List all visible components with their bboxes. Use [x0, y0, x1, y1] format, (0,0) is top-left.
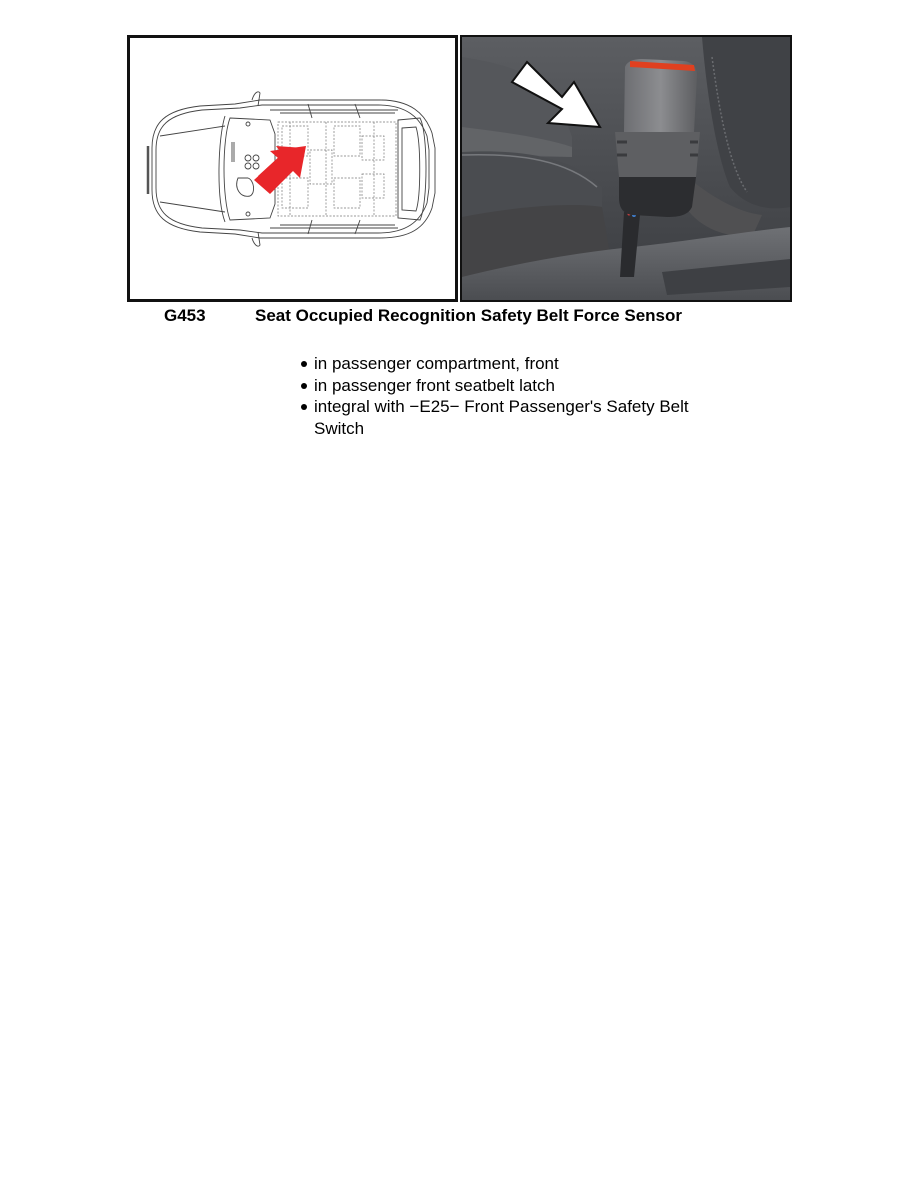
- seatbelt-latch-photo: [460, 35, 792, 302]
- bullet-icon: [301, 361, 307, 367]
- car-top-view-illustration: [130, 38, 455, 299]
- location-text: in passenger front seatbelt latch: [314, 375, 555, 395]
- location-item: [300, 375, 730, 397]
- vehicle-location-diagram: [127, 35, 458, 302]
- component-name: Seat Occupied Recognition Safety Belt Force Sensor: [255, 306, 682, 325]
- component-code: G453: [164, 306, 206, 325]
- seatbelt-latch-image: [462, 37, 790, 300]
- bullet-icon: [301, 383, 307, 389]
- location-text: in passenger compartment, front: [314, 354, 559, 373]
- location-text: integral with −E25− Front Passenger's Safety Belt Switch: [314, 397, 689, 438]
- location-list: [300, 353, 730, 439]
- bullet-icon: [301, 404, 307, 410]
- location-item: [300, 353, 730, 375]
- location-item: [300, 396, 730, 439]
- component-location-figure: [127, 35, 792, 302]
